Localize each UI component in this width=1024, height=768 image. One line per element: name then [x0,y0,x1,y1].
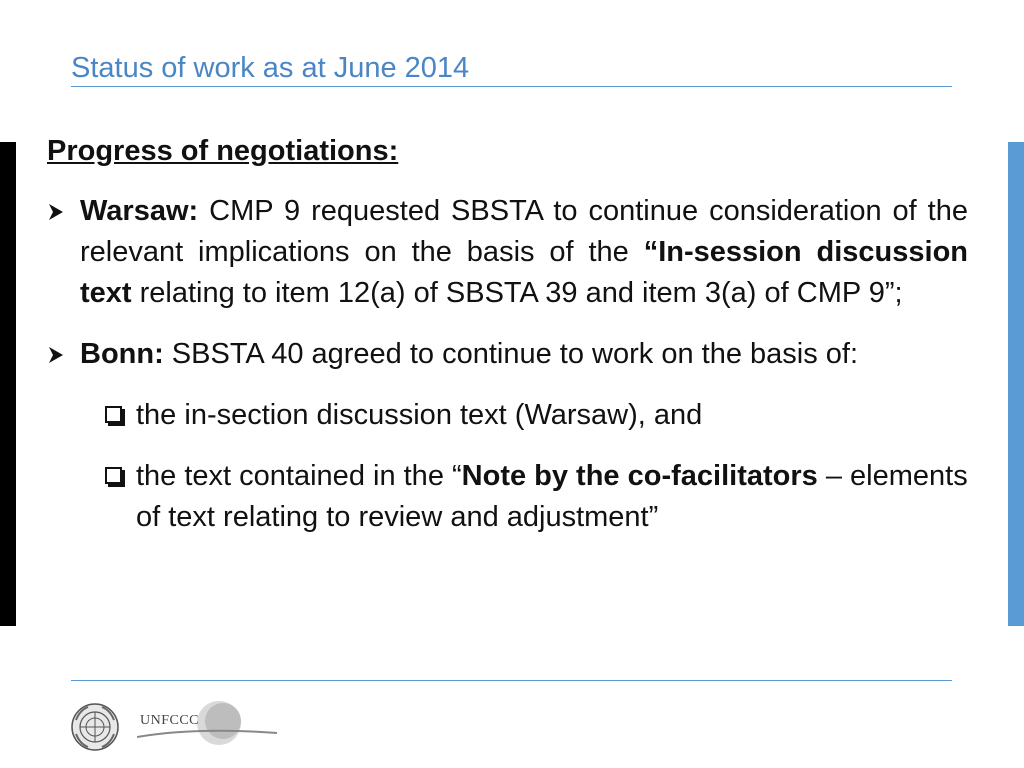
section-heading: Progress of negotiations: [47,135,399,167]
bullet-lead: Warsaw: [80,195,199,227]
checkbox-bullet-icon [105,467,122,484]
subitem-text: the in-section discussion text (Warsaw), and [136,399,703,431]
subitem-emphasis: Note by the co-facilitators [461,460,818,492]
footer-divider [71,680,952,681]
unfccc-wordmark: UNFCCC [140,713,200,728]
subitem-warsaw-text [104,395,968,436]
bullet-text: CMP 9 requested SBSTA to continue consideration of the relevant implications on the basis of the [80,195,968,268]
bullet-warsaw [47,191,968,314]
bullet-lead: Bonn: [80,338,164,370]
left-accent-bar [0,142,16,626]
bullet-emphasis: “In-session discussion text [80,236,968,309]
unfccc-logo [137,697,287,751]
checkbox-bullet-icon [105,406,122,423]
subitem-cofacilitators-note [104,456,968,538]
arrow-bullet-icon [47,334,73,375]
subitem-text-continued: – elements of text relating to review and adjustment” [136,460,968,533]
bullet-text-continued: relating to item 12(a) of SBSTA 39 and item 3(a) of CMP 9”; [131,277,903,309]
bullet-text: SBSTA 40 agreed to continue to work on the basis of: [163,338,859,370]
bullet-bonn [47,334,968,375]
slide-title: Status of work as at June 2014 [71,52,470,84]
slide-body [47,131,968,538]
arrow-bullet-icon [47,191,73,232]
right-accent-bar [1008,142,1024,626]
un-emblem-icon [70,702,120,752]
subitem-text: the text contained in the “ [136,460,462,492]
title-divider [71,86,952,87]
